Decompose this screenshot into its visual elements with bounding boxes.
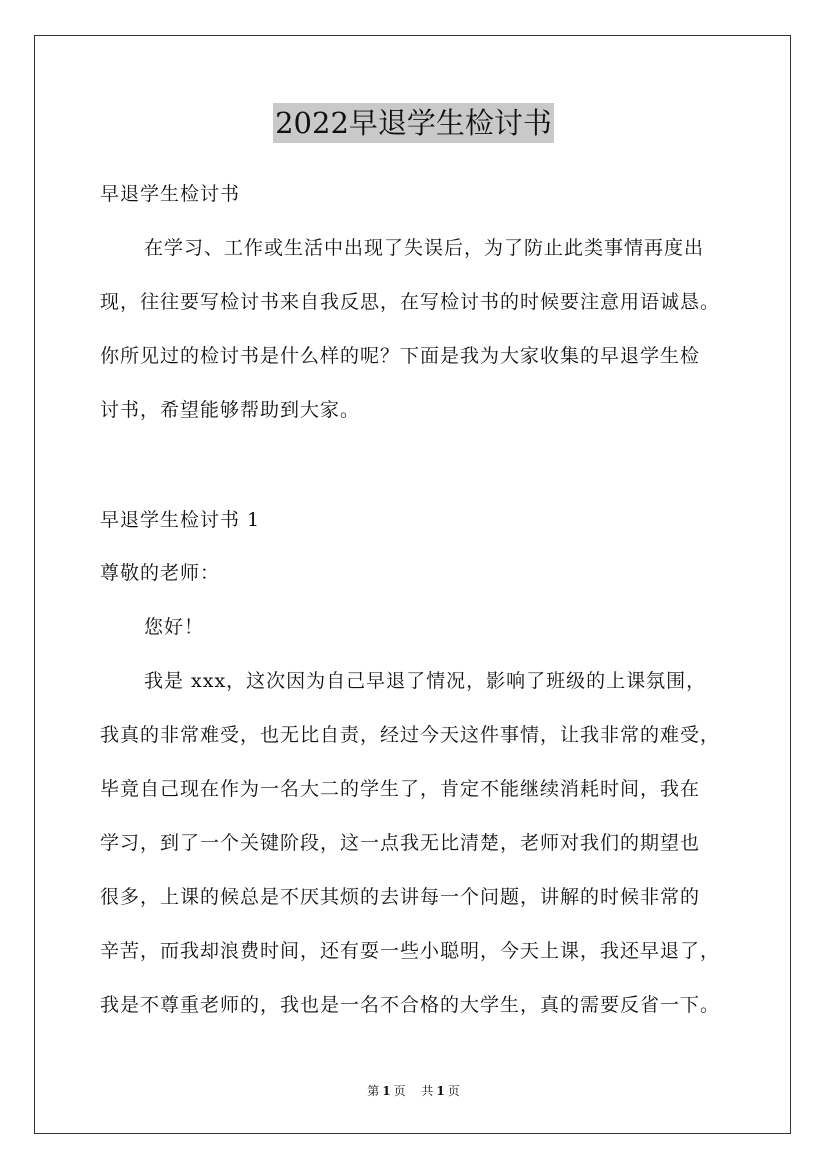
page-indicator (364, 1084, 408, 1098)
page-suffix: 页 (393, 1084, 406, 1098)
body-line-5: 很多，上课的候总是不厌其烦的去讲每一个问题，讲解的时候非常的 (100, 886, 701, 908)
intro-line-4: 讨书，希望能够帮助到大家。 (100, 399, 361, 421)
page-prefix: 第 (367, 1084, 380, 1098)
total-number: 1 (436, 1084, 445, 1098)
intro-line-1: 在学习、工作或生活中出现了失误后，为了防止此类事情再度出 (144, 237, 705, 259)
document-title: 2022早退学生检讨书 (273, 103, 554, 143)
body-line-6: 辛苦，而我却浪费时间，还有耍一些小聪明，今天上课，我还早退了， (100, 940, 721, 962)
section-heading: 早退学生检讨书 1 (100, 509, 261, 531)
page-footer (0, 1083, 827, 1099)
body-line-7: 我是不尊重老师的，我也是一名不合格的大学生，真的需要反省一下。 (100, 994, 721, 1016)
greeting: 您好！ (144, 616, 205, 638)
body-line-2: 我真的非常难受，也无比自责，经过今天这件事情，让我非常的难受， (100, 724, 721, 746)
total-indicator (418, 1084, 462, 1098)
body-line-1: 我是 xxx，这次因为自己早退了情况，影响了班级的上课氛围， (144, 670, 707, 692)
document-subtitle: 早退学生检讨书 (100, 183, 241, 205)
body-line-4: 学习，到了一个关键阶段，这一点我无比清楚，老师对我们的期望也 (100, 832, 701, 854)
salutation: 尊敬的老师： (100, 562, 221, 584)
page-number: 1 (382, 1084, 391, 1098)
intro-line-2: 现，往往要写检讨书来自我反思，在写检讨书的时候要注意用语诚恳。 (100, 291, 721, 313)
intro-line-3: 你所见过的检讨书是什么样的呢？下面是我为大家收集的早退学生检 (100, 345, 701, 367)
title-container (0, 103, 827, 143)
total-suffix: 页 (447, 1084, 460, 1098)
body-line-3: 毕竟自己现在作为一名大二的学生了，肯定不能继续消耗时间，我在 (100, 778, 701, 800)
total-prefix: 共 (421, 1084, 434, 1098)
